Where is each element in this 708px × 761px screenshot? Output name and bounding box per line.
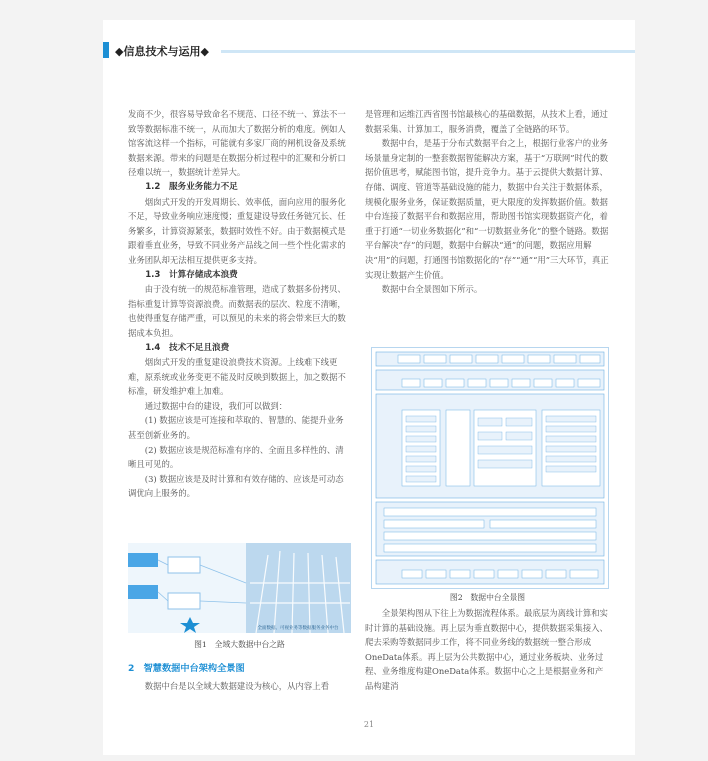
figure-2-architecture-diagram: [372, 348, 608, 588]
left-column-bottom: [128, 656, 351, 693]
paragraph: 发商不少，很容易导致命名不规范、口径不统一、算法不一致等数据标准不统一，从而加大了数据分析的难度。例如人馆客流这样一个指标，可能就有多家厂商的闸机设备及系统数据来源。带来的问题是在数据分析过程中的汇聚和分析口径难以统一，数据统计差异大。: [128, 109, 346, 178]
header-stripe: [221, 50, 635, 53]
section-2-heading: 2 智慧数据中台架构全景图: [128, 663, 245, 674]
fig1-node: [128, 585, 158, 599]
fig1-node: [168, 593, 200, 609]
journal-section-title: ◆信息技术与运用◆: [115, 45, 209, 58]
figure-2: [371, 347, 609, 589]
page-number: 21: [363, 720, 375, 729]
subsection-heading: 1.4 技术不足且浪费: [145, 342, 230, 353]
figure-1: [128, 543, 351, 633]
paragraph: 通过数据中台的建设，我们可以做到：: [144, 400, 288, 411]
paragraph: 烟囱式开发的重复建设浪费技术资源。上线难下线更难，原系统或业务变更不能及时反映到数据上，加之数据不标准，研发维护难上加难。: [128, 357, 346, 397]
paper-page: [103, 20, 635, 755]
section-2-body: [128, 679, 351, 694]
figure-2-caption: 图2 数据中台全景图: [449, 593, 526, 602]
right-column: [365, 107, 610, 297]
fig1-node: [168, 557, 200, 573]
paragraph: 数据中台是以全域大数据建设为核心，从内容上看: [144, 680, 330, 691]
running-header: [103, 42, 635, 58]
paragraph: 数据中台，是基于分布式数据平台之上，根据行业客户的业务场景量身定制的一整套数据智能解决方案，基于“万联网”时代的数据价值思考，赋能图书馆，提升竞争力。基于云提供大数据计算、存储、调度、管道等基础设施的能力，数据中台关注于数据体系，规模化服务业务，保证数据质量，更大限度的发挥数据价值。数据中台连接了数据平台和数据应用，帮助图书馆实现数据资产化，着重于打通“一切业务数据化”和“一切数据业务化”的整个链路。数据平台解决“存”的问题，数据中台解决“通”的问题，数据应用解决“用”的问题，打通图书馆数据化的“存”“通”“用”三大环节，真正实现让数据产生价值。: [365, 138, 609, 280]
right-column-bottom: [365, 606, 610, 694]
paragraph: 是管理和运维江西省图书馆最核心的基础数据，从技术上看，通过数据采集、计算加工，服务消费，覆盖了全链路的环节。: [365, 109, 608, 134]
subsection-heading: 1.2 服务业务能力不足: [145, 181, 238, 192]
paragraph: 由于没有统一的规范标准管理，造成了数据多份拷贝、指标重复计算等资源浪费。而数据表的层次、粒度不清晰，也使得重复存储严重，可以预见的未来的将会带来巨大的数据成本负担。: [128, 284, 346, 338]
fig1-node: [128, 553, 158, 567]
left-column: [128, 107, 351, 501]
figure-1-illustration: [128, 543, 351, 633]
paragraph: (1) 数据应该是可连接和萃取的、智慧的、能提升业务甚至创新业务的。: [128, 415, 344, 441]
figure-1-caption: 图1 全域大数据中台之路: [194, 640, 285, 649]
paragraph: (3) 数据应该是及时计算和有效存储的、应该是可动态调优向上服务的。: [128, 473, 344, 499]
paragraph: 数据中台全景图如下所示。: [381, 284, 483, 295]
fig1-inner-label: 全面数据、可视业务等数据服务业务中台: [257, 626, 339, 631]
paragraph: (2) 数据应该是规范标准有序的、全面且多样性的、清晰且可见的。: [128, 444, 344, 470]
header-accent-bar: [103, 42, 109, 58]
subsection-heading: 1.3 计算存储成本浪费: [145, 269, 238, 280]
fig1-photo: [246, 543, 351, 633]
paragraph: 全景架构图从下往上为数据流程体系。最底层为离线计算和实时计算的基础设施。再上层为垂直数据中心，提供数据采集接入、爬去采购等数据同步工作，将不同业务线的数据统一整合形成OneData体系。再上层为公共数据中心，通过业务板块、业务过程、业务维度构建OneData体系。数据中心之上是根据业务和产品构建消: [365, 608, 608, 691]
paragraph: 烟囱式开发的开发周期长、效率低，面向应用的服务化不足，导致业务响应速度慢；重复建设导致任务链冗长、任务繁多，计算资源紧张，数据时效性不好。由于数据模式是跟着垂直业务，导致不同业务产品线之间一些个性化需求的业务团队却无法相互提供更多支持。: [128, 196, 346, 265]
